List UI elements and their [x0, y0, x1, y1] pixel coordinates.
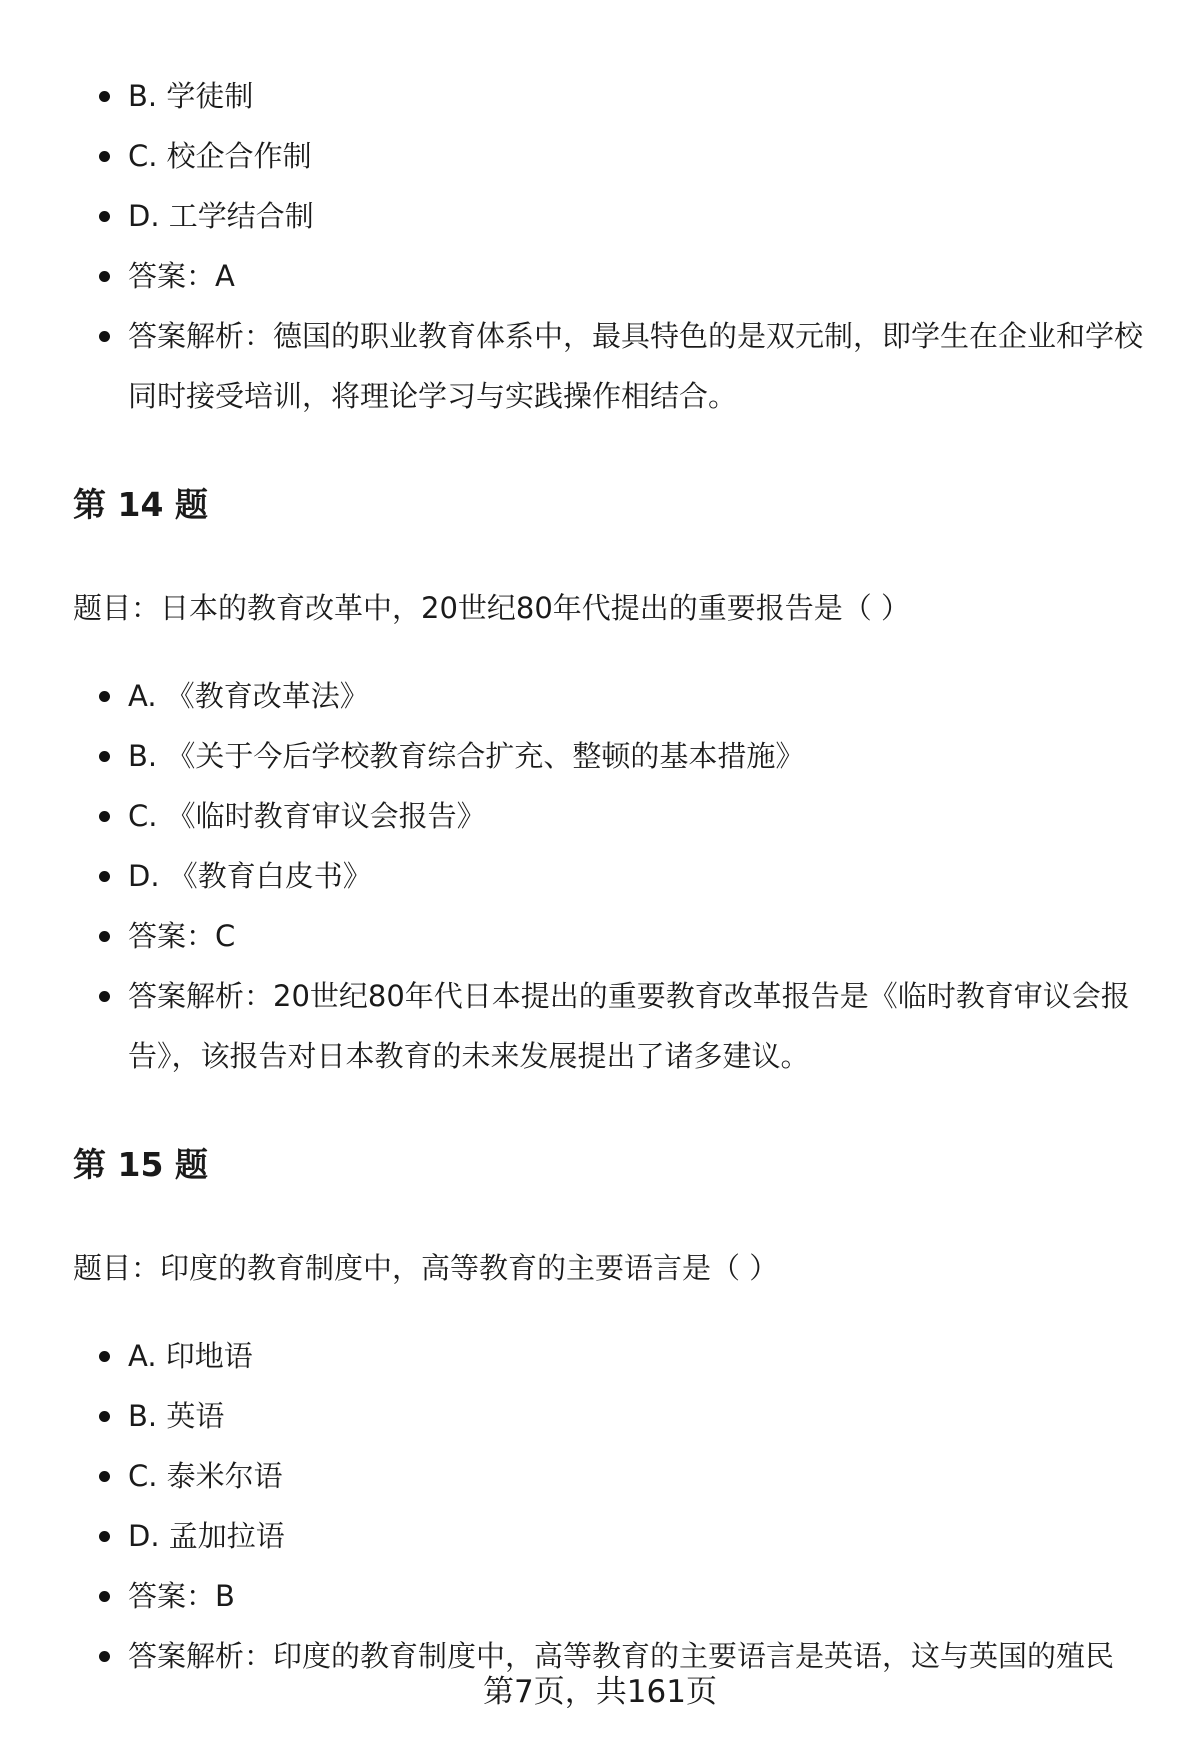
- question-heading-15: 第 15 题: [73, 1145, 208, 1184]
- explanation-item: 答案解析：20世纪80年代日本提出的重要教育改革报告是《临时教育审议会报告》，该报告对日本教育的未来发展提出了诸多建议。: [73, 966, 1153, 1086]
- answer-item: 答案：A: [73, 246, 1153, 306]
- option-item: D. 《教育白皮书》: [73, 846, 1153, 906]
- page-number-footer: 第7页，共161页: [483, 1674, 717, 1710]
- answer-item: 答案：C: [73, 906, 1153, 966]
- option-item: B. 英语: [73, 1386, 1153, 1446]
- explanation-item: 答案解析：德国的职业教育体系中，最具特色的是双元制，即学生在企业和学校同时接受培训，将理论学习与实践操作相结合。: [73, 306, 1153, 426]
- option-item: D. 工学结合制: [73, 186, 1153, 246]
- question-stem-14: 题目：日本的教育改革中，20世纪80年代提出的重要报告是（ ）: [73, 591, 911, 625]
- option-item: B. 《关于今后学校教育综合扩充、整顿的基本措施》: [73, 726, 1153, 786]
- question-options-15: [73, 1326, 1153, 1686]
- option-item: C. 泰米尔语: [73, 1446, 1153, 1506]
- explanation-item: 答案解析：印度的教育制度中，高等教育的主要语言是英语，这与英国的殖民: [73, 1626, 1153, 1686]
- question-stem-15: 题目：印度的教育制度中，高等教育的主要语言是（ ）: [73, 1251, 779, 1285]
- continued-options-list: [73, 66, 1153, 426]
- option-item: D. 孟加拉语: [73, 1506, 1153, 1566]
- page-content: [73, 66, 1153, 1686]
- option-item: A. 《教育改革法》: [73, 666, 1153, 726]
- question-options-14: [73, 666, 1153, 1086]
- option-item: C. 校企合作制: [73, 126, 1153, 186]
- option-item: C. 《临时教育审议会报告》: [73, 786, 1153, 846]
- option-item: A. 印地语: [73, 1326, 1153, 1386]
- answer-item: 答案：B: [73, 1566, 1153, 1626]
- option-item: B. 学徒制: [73, 66, 1153, 126]
- question-heading-14: 第 14 题: [73, 485, 208, 524]
